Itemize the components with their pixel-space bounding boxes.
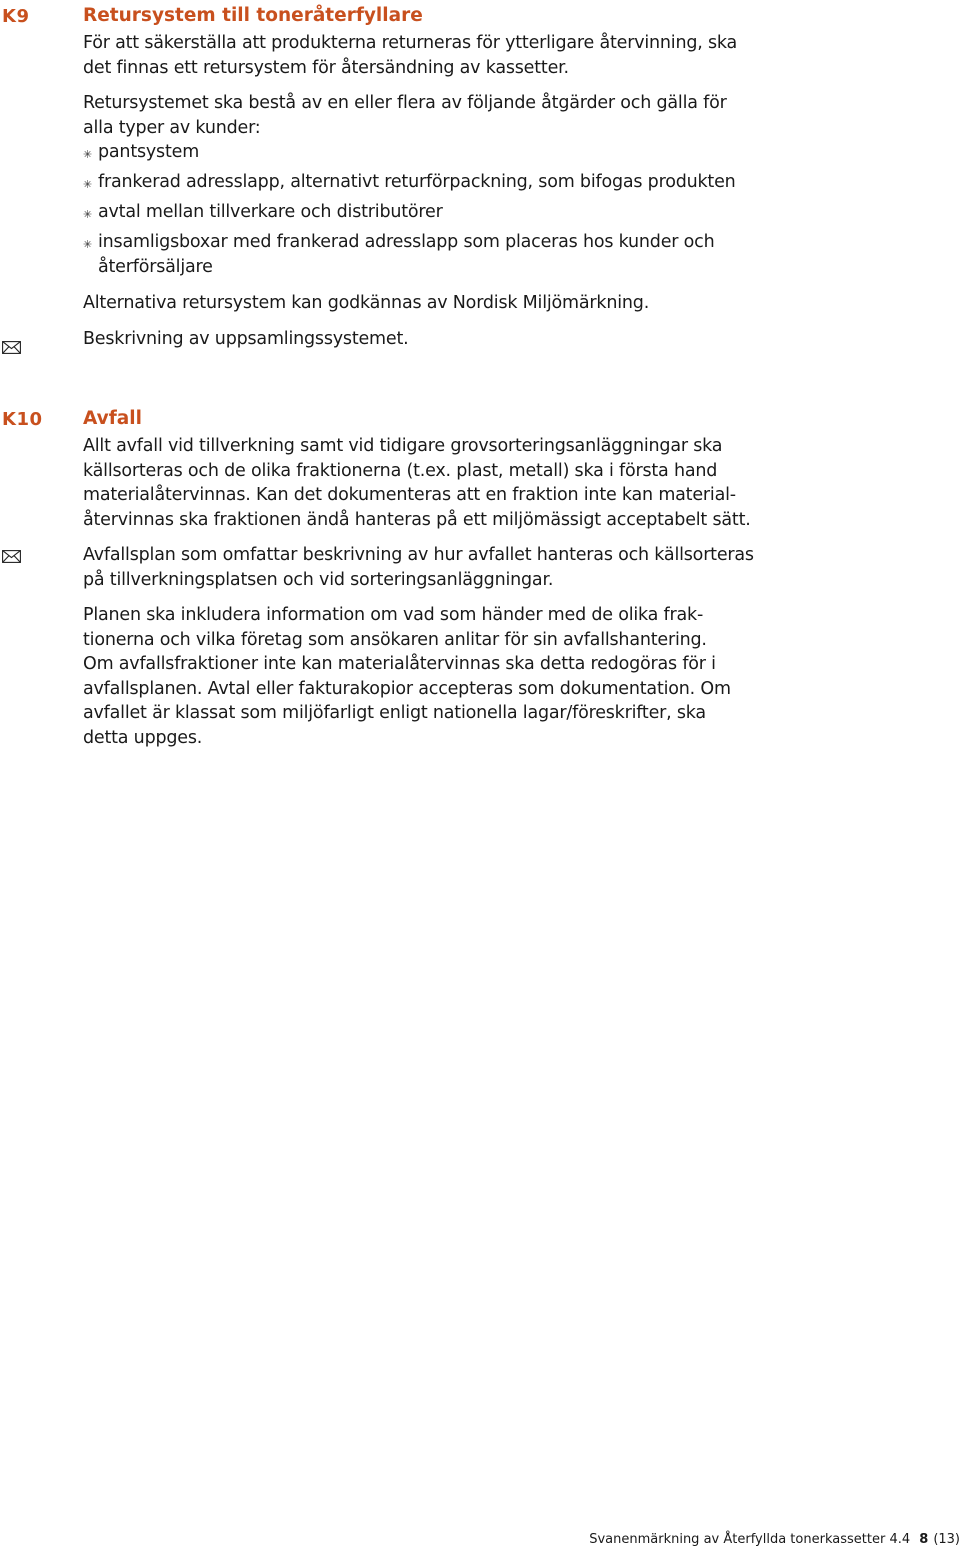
text-line: avfallsplanen. Avtal eller fakturakopior accepteras som dokumentation. Om bbox=[83, 678, 731, 699]
text-line: tionerna och vilka företag som ansökaren anlitar för sin avfallshantering. bbox=[83, 629, 707, 650]
alternative-paragraph: Alternativa retursystem kan godkännas av Nordisk Miljömärkning. bbox=[83, 293, 650, 313]
list-item bbox=[83, 200, 773, 225]
list-item bbox=[83, 170, 773, 195]
text-line: detta uppges. bbox=[83, 727, 203, 748]
page-footer bbox=[589, 1532, 960, 1547]
list-item-text: frankerad adresslapp, alternativt returförpackning, som bifogas produkten bbox=[98, 172, 736, 192]
list-item-text: återförsäljare bbox=[98, 256, 213, 277]
list-item-text: insamligsboxar med frankerad adresslapp som placeras hos kunder och bbox=[98, 232, 715, 252]
requirement-content bbox=[83, 4, 773, 351]
measures-list bbox=[83, 140, 773, 279]
text-line: Allt avfall vid tillverkning samt vid tidigare grovsorteringsanläggningar ska bbox=[83, 436, 723, 456]
asterisk-bullet-icon: ✳ bbox=[83, 178, 93, 191]
plan-paragraph bbox=[83, 603, 773, 750]
asterisk-bullet-icon: ✳ bbox=[83, 208, 93, 221]
envelope-icon bbox=[2, 550, 21, 563]
list-intro-paragraph bbox=[83, 91, 773, 140]
requirement-id: K9 bbox=[2, 6, 30, 27]
asterisk-bullet-icon: ✳ bbox=[83, 238, 93, 251]
text-line: det finnas ett retursystem för återsändning av kassetter. bbox=[83, 57, 569, 78]
text-line: Planen ska inkludera information om vad som händer med de olika frak- bbox=[83, 605, 704, 625]
text-line: alla typer av kunder: bbox=[83, 117, 261, 138]
documentation-paragraph: Beskrivning av uppsamlingssystemet. bbox=[83, 328, 409, 349]
requirement-heading: Retursystem till toneråterfyllare bbox=[83, 5, 423, 26]
text-line: avfallet är klassat som miljöfarligt enligt nationella lagar/föreskrifter, ska bbox=[83, 703, 706, 723]
list-item-text: pantsystem bbox=[98, 142, 200, 162]
list-item bbox=[83, 140, 773, 165]
text-line: källsorteras och de olika fraktionerna (t.ex. plast, metall) ska i första hand bbox=[83, 460, 718, 481]
text-line: Retursystemet ska bestå av en eller flera av följande åtgärder och gälla för bbox=[83, 93, 727, 113]
list-item bbox=[83, 230, 773, 279]
text-line: Avfallsplan som omfattar beskrivning av hur avfallet hanteras och källsorteras bbox=[83, 545, 754, 565]
text-line: på tillverkningsplatsen och vid sorteringsanläggningar. bbox=[83, 569, 554, 590]
footer-title: Svanenmärkning av Återfyllda tonerkassetter bbox=[589, 1532, 886, 1547]
footer-version: 4.4 bbox=[889, 1532, 911, 1547]
intro-paragraph bbox=[83, 31, 773, 80]
list-item-text: avtal mellan tillverkare och distributörer bbox=[98, 202, 443, 222]
text-line: Om avfallsfraktioner inte kan materialåtervinnas ska detta redogöras för i bbox=[83, 654, 716, 674]
page-number: 8 bbox=[919, 1532, 929, 1547]
envelope-icon bbox=[2, 341, 21, 354]
text-line: återvinnas ska fraktionen ändå hanteras på ett miljömässigt acceptabelt sätt. bbox=[83, 509, 751, 530]
text-line: För att säkerställa att produkterna returneras för ytterligare återvinning, ska bbox=[83, 33, 738, 53]
requirement-paragraph bbox=[83, 434, 773, 532]
requirement-heading: Avfall bbox=[83, 408, 142, 429]
asterisk-bullet-icon: ✳ bbox=[83, 148, 93, 161]
requirement-content bbox=[83, 407, 773, 750]
text-line: materialåtervinnas. Kan det dokumenteras att en fraktion inte kan material- bbox=[83, 485, 736, 505]
page-total: (13) bbox=[933, 1532, 960, 1547]
documentation-paragraph bbox=[83, 543, 773, 592]
requirement-id: K10 bbox=[2, 409, 43, 430]
